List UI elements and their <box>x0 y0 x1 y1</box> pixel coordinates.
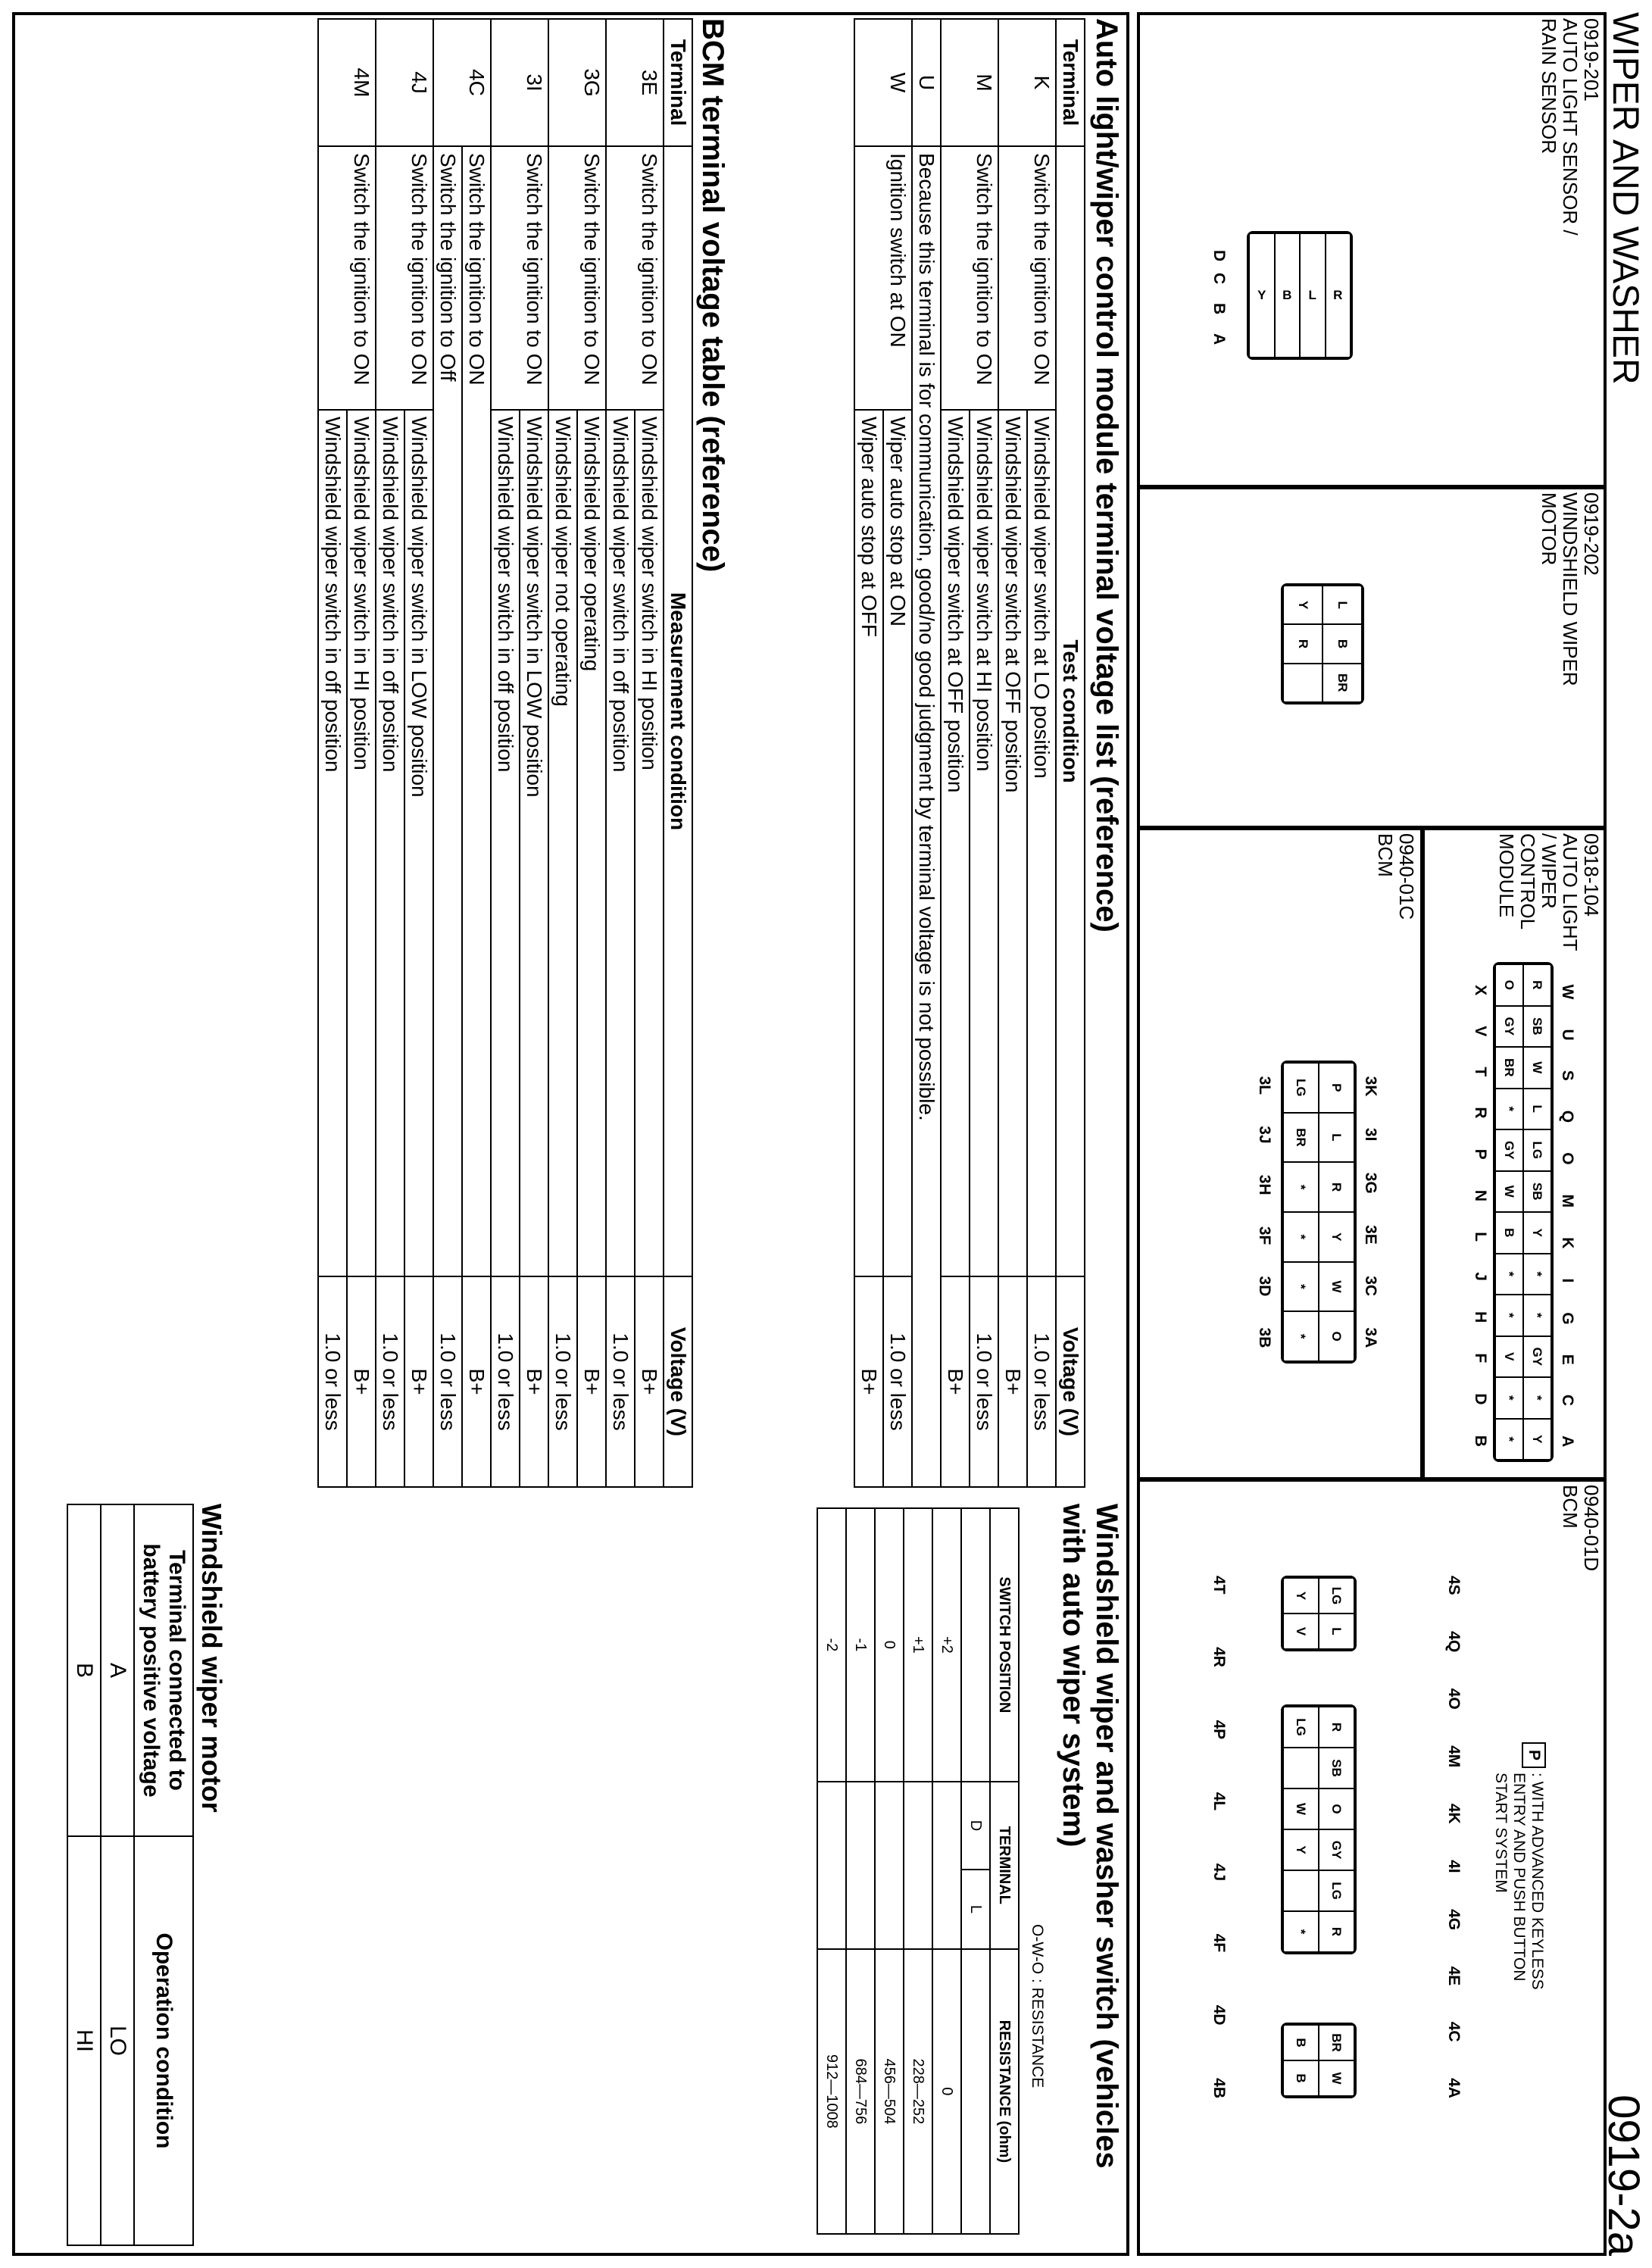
pin-label: T <box>1472 1067 1489 1077</box>
note-text: : WITH ADVANCED KEYLESS ENTRY AND PUSH BUTTON START SYSTEM <box>1492 1773 1546 1990</box>
th-terminal: Terminal <box>664 19 692 146</box>
pin-label: 3E <box>1362 1225 1379 1245</box>
cell: * <box>1283 1262 1319 1312</box>
pin-label: 3D <box>1256 1276 1273 1297</box>
cell: V <box>1283 1614 1319 1649</box>
cell-voltage: B+ <box>404 1276 433 1487</box>
pin-label: U <box>1559 1029 1576 1041</box>
pin-label: V <box>1472 1026 1489 1037</box>
cell: Y <box>1523 1419 1551 1460</box>
cell-voltage: 1.0 or less <box>883 1276 912 1487</box>
connector-body <box>1281 583 1364 704</box>
cell: W <box>1283 1788 1319 1829</box>
pin-label: L <box>1472 1232 1489 1242</box>
connector-body <box>1281 1704 1357 1954</box>
cell-voltage: 1.0 or less <box>376 1276 404 1487</box>
th-condition: Measurement condition <box>664 146 692 1276</box>
connector-code: 0940-01D <box>1580 1485 1603 1572</box>
divider-4 <box>1420 828 1425 1477</box>
cell: LG <box>1319 1578 1354 1614</box>
pin-label: 3F <box>1256 1226 1273 1245</box>
cell-voltage: 1.0 or less <box>491 1276 520 1487</box>
pin-label: 4P <box>1210 1720 1228 1740</box>
cell-position: +2 <box>932 1508 961 1782</box>
resistance-legend <box>1028 1924 1046 2088</box>
cell-condition: Switch the ignition to ON <box>998 146 1056 410</box>
pin-label: 4S <box>1445 1576 1463 1595</box>
cell-voltage: B+ <box>520 1276 548 1487</box>
cell-resistance: 684—756 <box>846 1949 875 2234</box>
pin-label: 3I <box>1362 1127 1379 1142</box>
cell-terminal: W <box>854 19 912 146</box>
pin-label-row <box>1444 1576 1463 2098</box>
cell: L <box>1523 1089 1551 1130</box>
pin-label: S <box>1559 1070 1576 1081</box>
pin-label: B <box>1210 303 1228 315</box>
cell-diagram <box>875 1782 904 1949</box>
pin-label: D <box>1472 1393 1489 1405</box>
pin-label: H <box>1472 1311 1489 1323</box>
legend-text: : RESISTANCE <box>1029 1978 1046 2088</box>
pin-label: R <box>1472 1107 1489 1119</box>
pin-label: 4B <box>1210 2078 1228 2098</box>
cell-voltage: 1.0 or less <box>970 1276 998 1487</box>
cell-note: Because this terminal is for communication, good/no good judgment by terminal voltage is not possible. <box>912 146 941 1487</box>
cell: P <box>1319 1063 1354 1113</box>
pin-label-row <box>1558 970 1576 1462</box>
section-title-switch: Windshield wiper and washer switch (vehicles with auto wiper system) <box>1057 1504 1123 2169</box>
th-switch-position: SWITCH POSITION <box>990 1508 1019 1782</box>
th-terminal: Terminal <box>1056 19 1085 146</box>
pin-label: 3G <box>1362 1172 1379 1194</box>
cell: GY <box>1495 1006 1523 1048</box>
pin-label: 3J <box>1256 1126 1273 1144</box>
connector-name: WINDSHIELD WIPER MOTOR <box>1538 492 1582 686</box>
cell: L <box>1300 233 1326 358</box>
cell-condition: Switch the ignition to ON <box>462 146 491 1276</box>
pin-label: G <box>1559 1312 1576 1325</box>
pin-label: I <box>1559 1278 1576 1283</box>
cell-terminal: 4C <box>433 19 491 146</box>
cell: V <box>1495 1336 1523 1378</box>
pin-label: E <box>1559 1354 1576 1365</box>
pin-label-row <box>1361 1061 1379 1364</box>
cell-sub: Windshield wiper switch in off position <box>491 410 520 1276</box>
cell: R <box>1319 1911 1354 1952</box>
pin-label: J <box>1472 1272 1489 1281</box>
th-operation: Operation condition <box>134 1836 193 2245</box>
cell-diagram <box>932 1782 961 1949</box>
cell-condition: Switch the ignition to Off <box>433 146 462 1276</box>
th-condition: Test condition <box>1056 146 1085 1276</box>
cell: * <box>1523 1295 1551 1336</box>
cell-sub: Windshield wiper switch in off position <box>376 410 404 1276</box>
cell-terminal: 3E <box>606 19 664 146</box>
pin-label: 4F <box>1210 1933 1228 1953</box>
cell: GY <box>1319 1829 1354 1870</box>
cell-voltage: 1.0 or less <box>318 1276 347 1487</box>
cell: Y <box>1523 1212 1551 1254</box>
cell-terminal: 3I <box>491 19 548 146</box>
cell: Y <box>1249 233 1275 358</box>
cell: SB <box>1319 1748 1354 1788</box>
cell: Y <box>1283 586 1323 624</box>
cell: LG <box>1283 1063 1319 1113</box>
cell-terminal: U <box>912 19 941 146</box>
connector-name: BCM <box>1559 1485 1582 1529</box>
resistor-symbol: O-W-O <box>1029 1924 1046 1975</box>
cell: R <box>1283 624 1323 663</box>
pin-label: 3K <box>1362 1076 1379 1097</box>
cell: O <box>1319 1788 1354 1829</box>
cell-voltage: B+ <box>347 1276 376 1487</box>
cell-sub: Wiper auto stop at ON <box>883 410 912 1276</box>
cell-sub: Windshield wiper switch in off position <box>606 410 635 1276</box>
motor-table <box>67 1504 194 2246</box>
pin-label-row <box>1255 1061 1273 1364</box>
cell: L <box>1319 1113 1354 1163</box>
cell: BR <box>1319 2025 1354 2060</box>
pin-label: C <box>1559 1394 1576 1407</box>
cell: SB <box>1523 1171 1551 1213</box>
cell: L <box>1319 1614 1354 1649</box>
cell-terminal: B <box>67 1504 101 1836</box>
pin-label: 4O <box>1445 1688 1463 1710</box>
pin-label: 3C <box>1362 1276 1379 1297</box>
cell: BR <box>1283 1113 1319 1163</box>
cell-voltage: B+ <box>998 1276 1027 1487</box>
connector-body <box>1281 1576 1357 1651</box>
pin-label: 3B <box>1256 1327 1273 1348</box>
cell: O <box>1495 964 1523 1006</box>
cell-condition: Switch the ignition to ON <box>318 146 376 410</box>
pin-label: F <box>1472 1353 1489 1364</box>
cell-sub: Windshield wiper switch at HI position <box>970 410 998 1276</box>
cell-voltage: B+ <box>854 1276 883 1487</box>
pin-label: 3A <box>1362 1327 1379 1348</box>
cell: B <box>1323 624 1362 663</box>
cell: B <box>1283 2060 1319 2096</box>
pin-label: K <box>1559 1237 1576 1249</box>
connector-code: 0919-201 <box>1580 18 1603 102</box>
cell: * <box>1523 1377 1551 1419</box>
cell <box>1283 1870 1319 1911</box>
cell-position: -1 <box>846 1508 875 1782</box>
cell-sub: Windshield wiper operating <box>577 410 606 1276</box>
th-terminal: Terminal connected to battery positive voltage <box>134 1504 193 1836</box>
pin-label: A <box>1210 333 1228 345</box>
cell-voltage: 1.0 or less <box>1027 1276 1056 1487</box>
pin-label: 4T <box>1210 1576 1228 1595</box>
cell: * <box>1495 1089 1523 1130</box>
pin-label: 4J <box>1210 1863 1228 1882</box>
connector-body <box>1281 1061 1357 1364</box>
switch-table <box>817 1507 1020 2235</box>
cell-position: -2 <box>817 1508 846 1782</box>
control-module-table <box>854 18 1085 1488</box>
cell: Y <box>1319 1212 1354 1262</box>
cell-sub: Windshield wiper switch in off position <box>318 410 347 1276</box>
cell: * <box>1283 1212 1319 1262</box>
connector-name: AUTO LIGHT SENSOR / RAIN SENSOR <box>1538 18 1582 236</box>
cell-resistance: 912—1008 <box>817 1949 846 2234</box>
cell-condition: Switch the ignition to ON <box>941 146 998 410</box>
section-title-control-module: Auto light/wiper control module terminal voltage list (reference) <box>1090 18 1123 933</box>
pin-label: Q <box>1559 1110 1576 1123</box>
page-title: WIPER AND WASHER <box>1605 12 1645 385</box>
th-voltage: Voltage (V) <box>664 1276 692 1487</box>
cell-terminal: 3G <box>548 19 606 146</box>
pin-label: A <box>1559 1435 1576 1448</box>
cell-voltage: 1.0 or less <box>548 1276 577 1487</box>
cell: * <box>1283 1162 1319 1212</box>
section-title-bcm: BCM terminal voltage table (reference) <box>696 18 729 573</box>
cell-condition: Switch the ignition to ON <box>491 146 548 410</box>
pin-label: 4M <box>1445 1745 1463 1768</box>
cell-voltage: B+ <box>577 1276 606 1487</box>
pin-label: 4Q <box>1445 1631 1463 1653</box>
cell: O <box>1319 1311 1354 1361</box>
section-title-motor: Windshield wiper motor <box>196 1504 227 1813</box>
pin-label: C <box>1210 273 1228 285</box>
connector-body <box>1493 962 1554 1462</box>
pin-label: W <box>1559 984 1576 1000</box>
connector-code: 0919-202 <box>1580 492 1603 576</box>
cell: LG <box>1283 1707 1319 1748</box>
cell: GY <box>1523 1336 1551 1378</box>
cell-condition: Switch the ignition to ON <box>376 146 433 410</box>
cell: R <box>1319 1162 1354 1212</box>
cell-blank <box>961 1508 990 1782</box>
cell-terminal: M <box>941 19 998 146</box>
cell: SB <box>1523 1006 1551 1048</box>
cell: B <box>1495 1212 1523 1254</box>
cell: * <box>1495 1419 1523 1460</box>
cell-terminal: A <box>101 1504 134 1836</box>
th-terminal: TERMINAL <box>990 1782 1019 1949</box>
connector-name: AUTO LIGHT / WIPER CONTROL MODULE <box>1495 833 1582 951</box>
cell-voltage: B+ <box>941 1276 970 1487</box>
connector-code: 0940-01C <box>1395 833 1418 920</box>
cell: * <box>1495 1377 1523 1419</box>
cell-resistance: 456—504 <box>875 1949 904 2234</box>
cell: B <box>1283 2025 1319 2060</box>
pin-label: 3L <box>1256 1076 1273 1095</box>
pin-label-row <box>1210 1576 1228 2098</box>
cell: R <box>1326 233 1351 358</box>
cell-terminal: K <box>998 19 1056 146</box>
cell: W <box>1319 1262 1354 1312</box>
pin-label: 4E <box>1445 1966 1463 1986</box>
cell: W <box>1523 1047 1551 1089</box>
pin-label: D <box>1210 250 1228 262</box>
pin-label: B <box>1472 1435 1489 1447</box>
cell <box>1283 664 1323 702</box>
cell: * <box>1495 1254 1523 1295</box>
pin-label: 4G <box>1445 1909 1463 1931</box>
pin-label: N <box>1472 1189 1489 1202</box>
cell: * <box>1283 1311 1319 1361</box>
cell-diagram <box>817 1782 846 1949</box>
cell-voltage: 1.0 or less <box>433 1276 462 1487</box>
connector-body <box>1247 231 1353 360</box>
cell: * <box>1523 1254 1551 1295</box>
cell: Y <box>1283 1829 1319 1870</box>
pin-label: X <box>1472 985 1489 996</box>
divider-2 <box>1138 826 1605 830</box>
pin-label: 4C <box>1445 2021 1463 2042</box>
cell-sub: Wiper auto stop at OFF <box>854 410 883 1276</box>
bcm-table <box>317 18 693 1488</box>
cell <box>1283 1748 1319 1788</box>
cell: Y <box>1283 1578 1319 1614</box>
connector-code: 0918-104 <box>1580 833 1603 917</box>
cell: * <box>1283 1911 1319 1952</box>
cell-sub: Windshield wiper switch in LOW position <box>404 410 433 1276</box>
cell-sub: Windshield wiper not operating <box>548 410 577 1276</box>
pin-label: 4L <box>1210 1792 1228 1811</box>
pin-label: 3H <box>1256 1174 1273 1195</box>
cell: LG <box>1319 1870 1354 1911</box>
cell-resistance: 228—252 <box>904 1949 932 2234</box>
pin-label: P <box>1472 1148 1489 1160</box>
cell-position: +1 <box>904 1508 932 1782</box>
th-voltage: Voltage (V) <box>1056 1276 1085 1487</box>
cell-sub: Windshield wiper switch at OFF position <box>998 410 1027 1276</box>
cell-condition: Ignition switch at ON <box>854 146 912 410</box>
cell-condition: Switch the ignition to ON <box>548 146 606 410</box>
cell: W <box>1495 1171 1523 1213</box>
pin-label: 4K <box>1445 1803 1463 1824</box>
connector-body <box>1281 2023 1357 2098</box>
cell: R <box>1523 964 1551 1006</box>
pin-label: 4D <box>1210 2004 1228 2026</box>
cell: GY <box>1495 1129 1523 1171</box>
pin-label: O <box>1559 1152 1576 1165</box>
cell-position: 0 <box>875 1508 904 1782</box>
connector-name: BCM <box>1374 833 1397 877</box>
cell-sub: Windshield wiper switch in HI position <box>635 410 664 1276</box>
th-resistance: RESISTANCE (ohm) <box>990 1949 1019 2234</box>
cell-sub: Windshield wiper switch in LOW position <box>520 410 548 1276</box>
cell-terminal: 4M <box>318 19 376 146</box>
cell: LG <box>1523 1129 1551 1171</box>
cell-sub: Windshield wiper switch at OFF position <box>941 410 970 1276</box>
cell: R <box>1319 1707 1354 1748</box>
cell-terminal: 4J <box>376 19 433 146</box>
cell: * <box>1495 1295 1523 1336</box>
cell-operation: HI <box>67 1836 101 2245</box>
pin-label: 4I <box>1445 1860 1463 1873</box>
cell-operation: LO <box>101 1836 134 2245</box>
pin-label: 4R <box>1210 1647 1228 1667</box>
page-code: 0919-2a <box>1599 2095 1648 2256</box>
cell-terminal: D <box>961 1782 990 1870</box>
cell-sub: Windshield wiper switch in HI position <box>347 410 376 1276</box>
divider-3 <box>1138 1477 1605 1482</box>
cell-diagram <box>846 1782 875 1949</box>
cell-blank <box>961 1949 990 2234</box>
divider-1 <box>1138 485 1605 489</box>
cell: W <box>1319 2060 1354 2096</box>
cell: BR <box>1323 664 1362 702</box>
pin-label: 4A <box>1445 2078 1463 2098</box>
note-symbol: P <box>1522 1742 1546 1768</box>
cell-sub: Windshield wiper switch at LO position <box>1027 410 1056 1276</box>
cell-diagram <box>904 1782 932 1949</box>
cell: BR <box>1495 1047 1523 1089</box>
cell: B <box>1275 233 1301 358</box>
cell-resistance: 0 <box>932 1949 961 2234</box>
cell-terminal: L <box>961 1870 990 1949</box>
pin-label-row <box>1471 970 1489 1462</box>
cell-voltage: 1.0 or less <box>606 1276 635 1487</box>
cell-condition: Switch the ignition to ON <box>606 146 664 410</box>
cell-voltage: B+ <box>635 1276 664 1487</box>
pin-label: M <box>1559 1194 1576 1208</box>
cell-voltage: B+ <box>462 1276 491 1487</box>
cell: L <box>1323 586 1362 624</box>
